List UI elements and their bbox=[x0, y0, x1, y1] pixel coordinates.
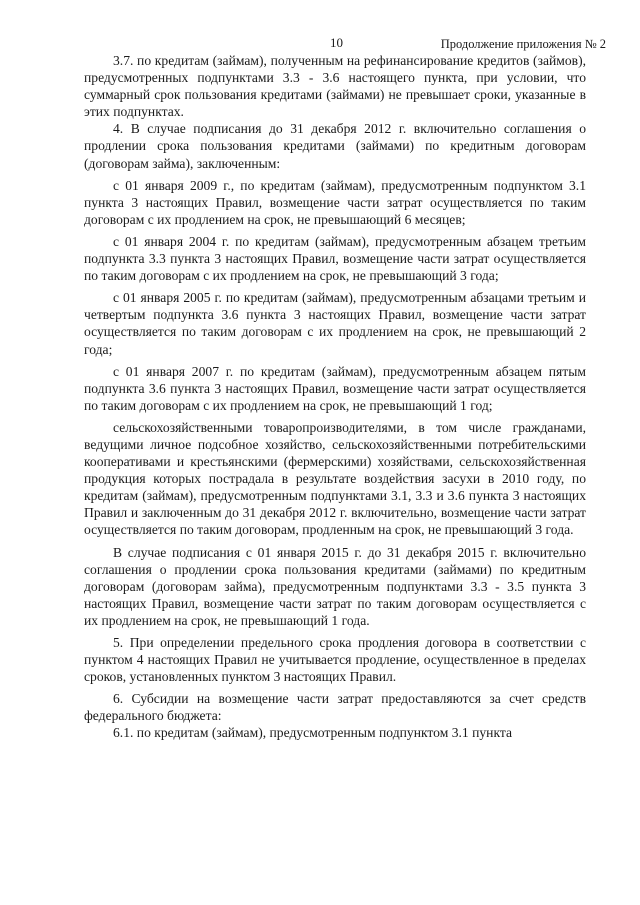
paragraph-3-7: 3.7. по кредитам (займам), полученным на рефинансирование кредитов (займов), предусмотренных подпунктами 3.3 - 3.6 настоящего пункта, при условии, что суммарный срок пользования кредитами (займами) не превышает сроки, указанные в этих подпунктах. bbox=[84, 53, 586, 120]
paragraph-4-2009: с 01 января 2009 г., по кредитам (займам), предусмотренным подпунктом 3.1 пункта 3 настоящих Правил, возмещение части затрат осуществляется по таким договорам с их продлением на срок, не превышающий 6 месяцев; bbox=[84, 177, 586, 227]
paragraph-5: 5. При определении предельного срока продления договора в соответствии с пунктом 4 настоящих Правил не учитывается продление, осуществленное в пределах сроков, установленных пунктом 3 настоящих Правил. bbox=[84, 635, 586, 685]
appendix-label: Продолжение приложения № 2 bbox=[440, 37, 606, 51]
paragraph-4-2015: В случае подписания с 01 января 2015 г. до 31 декабря 2015 г. включительно соглашения о продлении срока пользования кредитами (займами) по кредитным договорам (договорам займа), предусмотренным подпунктами 3.3 - 3.5 пункта 3 настоящих Правил, возмещение части затрат по таким договорам осуществляется с их продлением на срок, не превышающий 1 года. bbox=[84, 544, 586, 628]
paragraph-6: 6. Субсидии на возмещение части затрат предоставляются за счет средств федерального бюджета: bbox=[84, 691, 586, 724]
document-body bbox=[84, 52, 586, 742]
paragraph-4-2004: с 01 января 2004 г. по кредитам (займам), предусмотренным абзацем третьим подпункта 3.3 пункта 3 настоящих Правил, возмещение части затрат осуществляется по таким договорам с их продлением на срок, не превышающий 3 года; bbox=[84, 233, 586, 284]
paragraph-4-2005: с 01 января 2005 г. по кредитам (займам), предусмотренным абзацами третьим и четвертым подпункта 3.6 пункта 3 настоящих Правил, возмещение части затрат осуществляется по таким договорам с их продлением на срок, не превышающий 2 года; bbox=[84, 290, 586, 357]
paragraph-6-1: 6.1. по кредитам (займам), предусмотренным подпунктом 3.1 пункта bbox=[113, 725, 513, 741]
paragraph-4-2007: с 01 января 2007 г. по кредитам (займам), предусмотренным абзацем пятым подпункта 3.6 пункта 3 настоящих Правил, возмещение части затрат осуществляется по таким договорам с их продлением на срок, не превышающий 1 год; bbox=[84, 363, 586, 413]
paragraph-4-drought: сельскохозяйственными товаропроизводителями, в том числе гражданами, ведущими личное подсобное хозяйство, сельскохозяйственными потребительскими кооперативами и крестьянскими (фермерскими) хозяйствами, сельскохозяйственная продукция которых пострадала в результате воздействия засухи в 2010 году, по кредитам (займам), предусмотренным подпунктами 3.1, 3.3 и 3.6 пункта 3 настоящих Правил и заключенным до 31 декабря 2012 г. включительно, возмещение части затрат осуществляется по таким договорам, продленным на срок, не превышающий 3 года. bbox=[84, 419, 586, 538]
page-number: 10 bbox=[330, 35, 343, 50]
paragraph-4: 4. В случае подписания до 31 декабря 2012 г. включительно соглашения о продлении срока пользования кредитами (займами) по кредитным договорам (договорам займа), заключенным: bbox=[84, 121, 586, 171]
